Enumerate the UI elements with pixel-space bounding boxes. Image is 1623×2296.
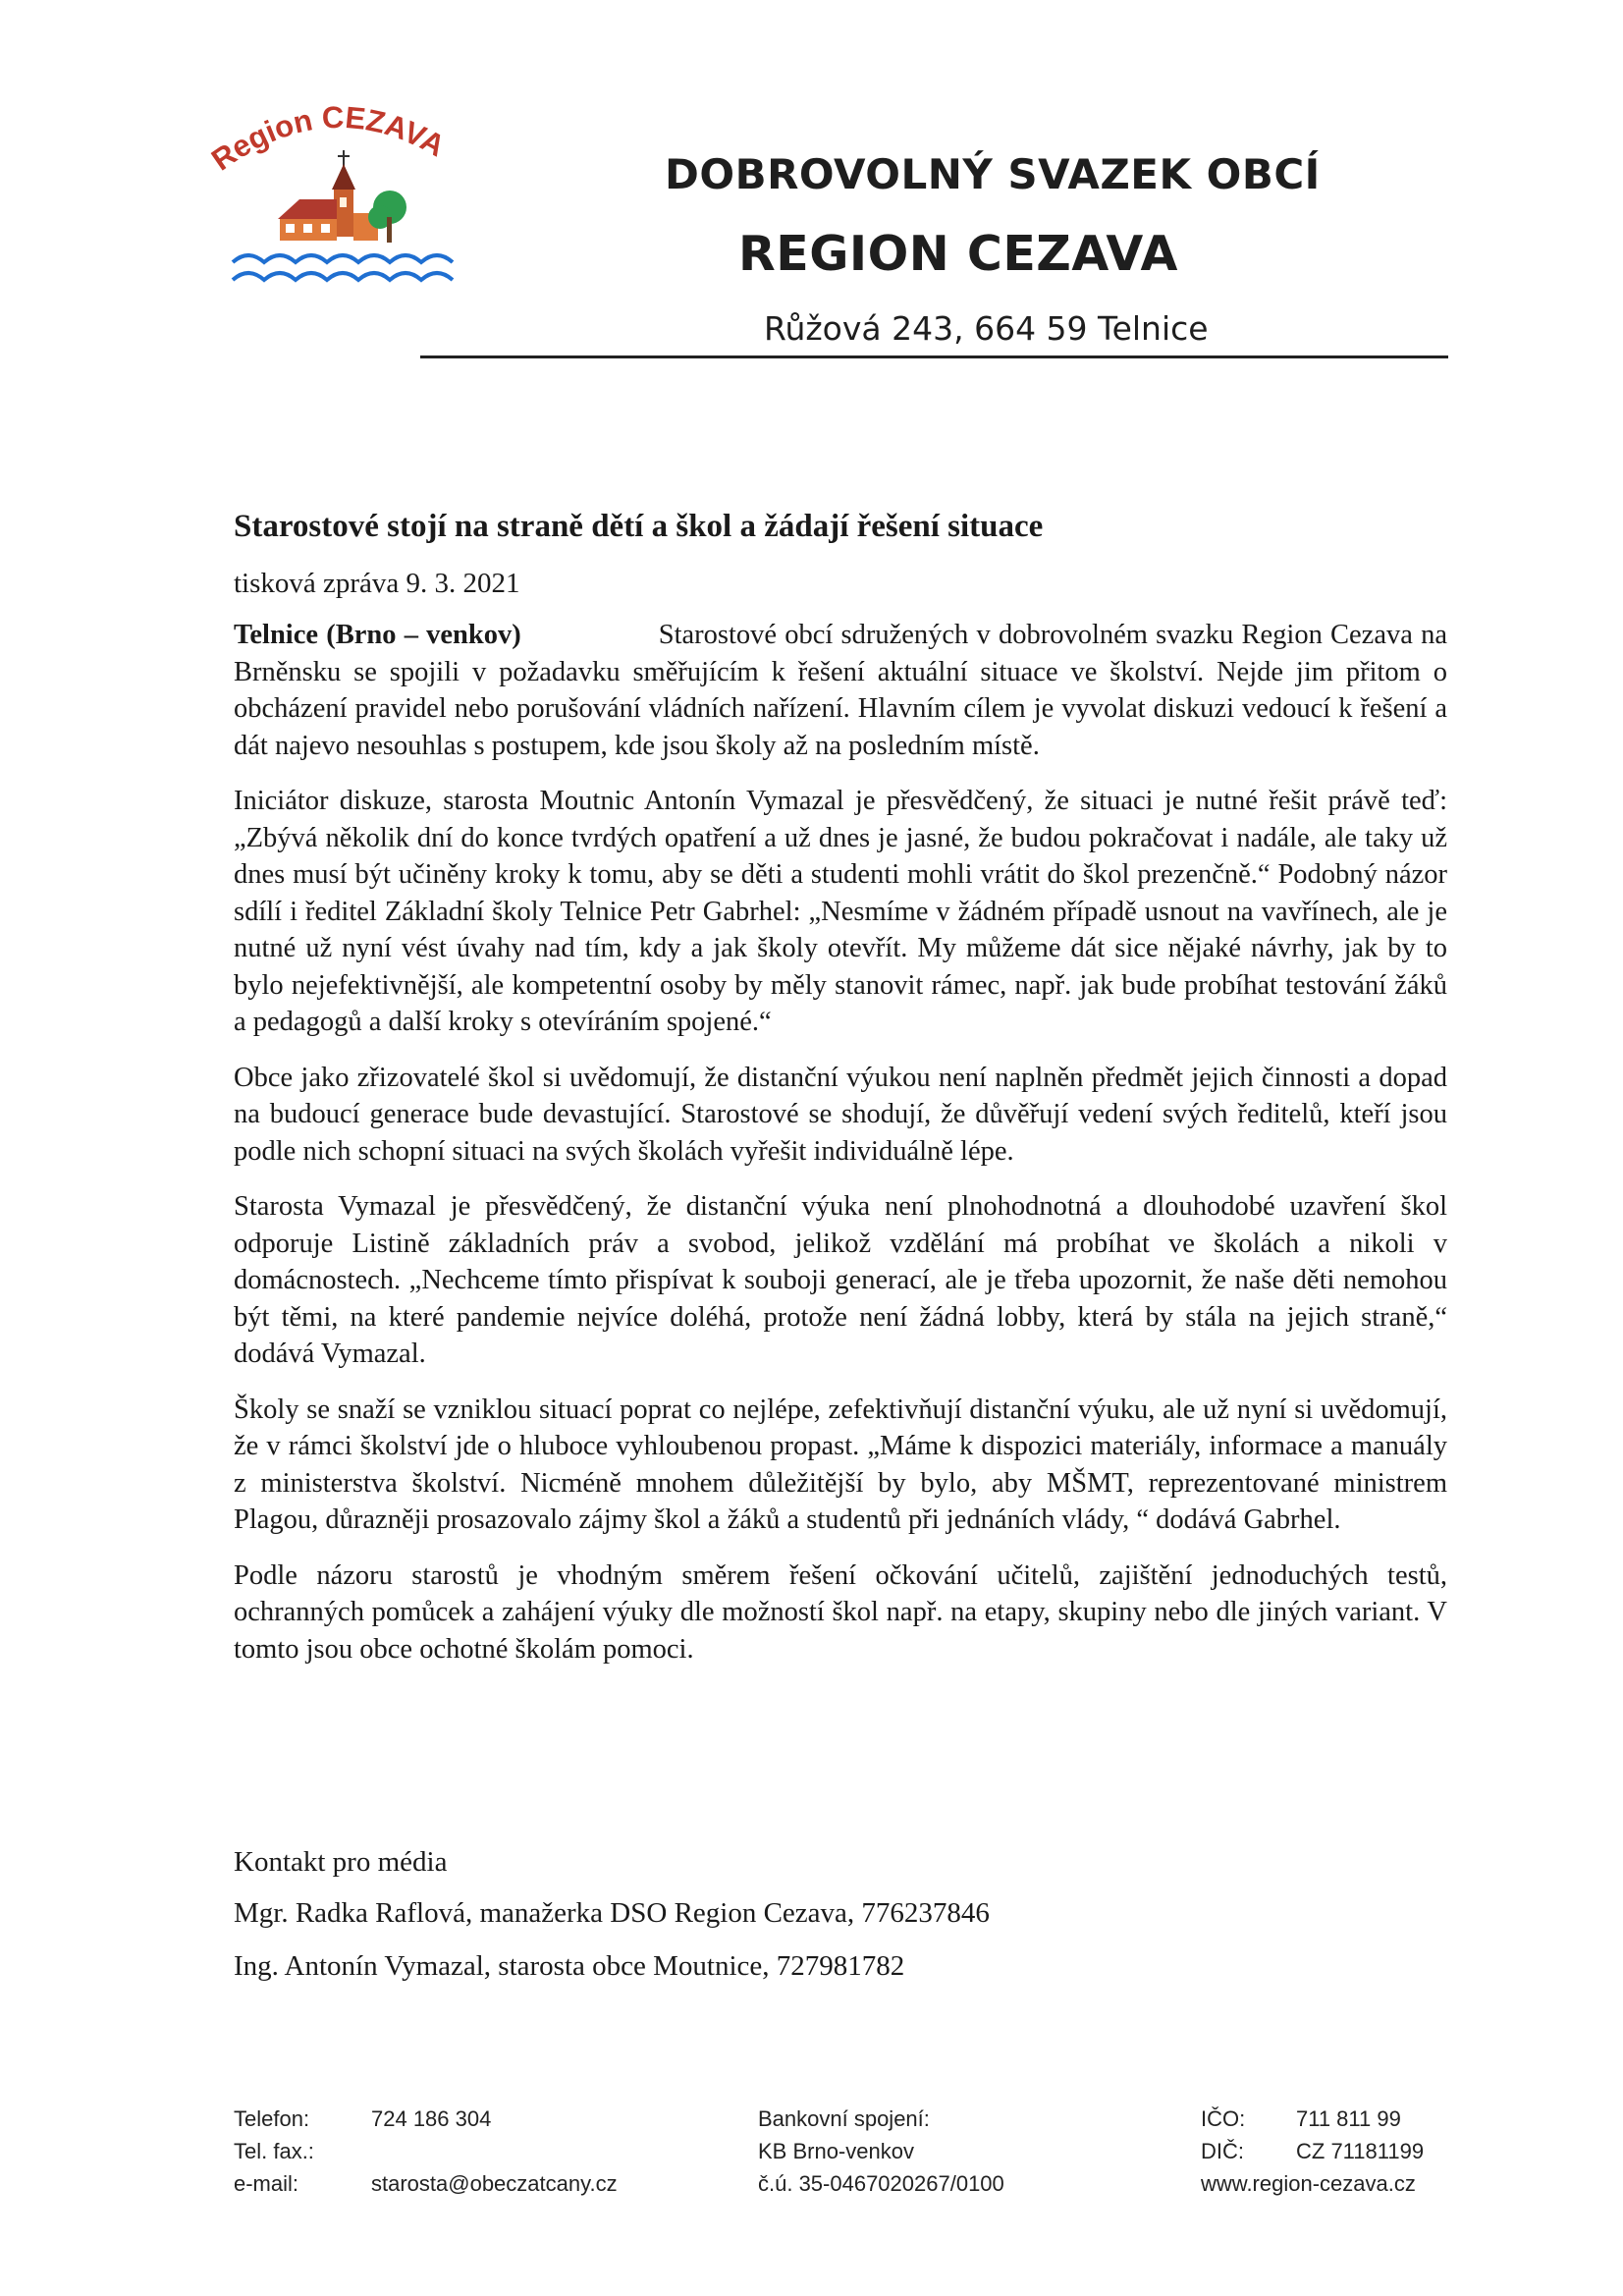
ico-value: 711 811 99 [1296, 2106, 1401, 2131]
paragraph-5: Školy se snaží se vzniklou situací poprat co nejlépe, zefektivňují distanční výuku, ale už nyní si uvědomují, že v rámci školství jde o hluboce vyhloubenou propast. „Máme k dispozici materiály, informace a manuály z ministerstva školství. Nicméně mnohem důležitější by bylo, aby MŠMT, reprezentované ministrem Plagou, důrazněji prosazovalo zájmy škol a žáků a studentů při jednáních vlády, “ dodává Gabrhel. [234, 1394, 1447, 1535]
logo-text: Region CEZAVA [205, 99, 451, 178]
media-contact-2: Ing. Antonín Vymazal, starosta obce Moutnice, 727981782 [234, 1950, 905, 1982]
dic-label: DIČ: [1201, 2139, 1244, 2163]
region-cezava-logo [201, 93, 481, 304]
lead-text: Starostové obcí sdružených v dobrovolném svazku Region Cezava na Brněnsku se spojili v požadavku směřujícím k řešení aktuální situace ve školství. Nejde jim přitom o obcházení pravidel nebo porušování vládních nařízení. Hlavním cílem je vyvolat diskuzi vedoucí k řešení a dát najevo nesouhlas s postupem, kde jsou školy až na posledním místě. [234, 620, 1447, 761]
website-link[interactable]: www.region-cezava.cz [1201, 2171, 1416, 2196]
press-release-date: tisková zpráva 9. 3. 2021 [234, 568, 520, 599]
footer-bank [758, 2103, 1004, 2200]
media-contact-heading: Kontakt pro média [234, 1846, 448, 1878]
dic-value: CZ 71181199 [1296, 2139, 1425, 2163]
paragraph-4: Starosta Vymazal je přesvědčený, že distanční výuka není plnohodnotná a dlouhodobé uzavření škol odporuje Listině základních práv a svobod, jelikož vzdělání má probíhat ve školách a nikoli v domácnostech. „Nechceme tímto přispívat k souboji generací, ale je třeba upozornit, že naše děti nemohou být těmi, na které pandemie nejvíce doléhá, protože není žádná lobby, která by stála na jejich straně,“ dodává Vymazal. [234, 1191, 1447, 1369]
org-type-heading: DOBROVOLNÝ SVAZEK OBCÍ [665, 150, 1321, 198]
place-label: Telnice (Brno – venkov) [234, 620, 521, 650]
phone-label: Telefon: [234, 2106, 310, 2131]
paragraph-2: Iniciátor diskuze, starosta Moutnic Antonín Vymazal je přesvědčený, že situaci je nutné řešit právě teď: „Zbývá několik dní do konce tvrdých opatření a už dnes je jasné, že budou pokračovat i nadále, ale taky už dnes musí být učiněny kroky k tomu, aby se děti a studenti mohli vrátit do škol prezenčně.“ Podobný názor sdílí i ředitel Základní školy Telnice Petr Gabrhel: „Nesmíme v žádném případě usnout na vavřínech, ale je nutné už nyní vést úvahy nad tím, kdy a jak školy otevřít. My můžeme dát sice nějaké návrhy, jak by to bylo nejefektivnější, ale kompetentní osoby by měly stanovit rámec, např. jak bude probíhat testování žáků a pedagogů a další kroky s otevíráním spojené.“ [234, 786, 1447, 1037]
org-address: Růžová 243, 664 59 Telnice [764, 309, 1209, 348]
footer-id-values [1296, 2103, 1424, 2167]
bank-label: Bankovní spojení: [758, 2106, 930, 2131]
email-label: e-mail: [234, 2171, 299, 2196]
fax-label: Tel. fax.: [234, 2139, 314, 2163]
ico-label: IČO: [1201, 2106, 1246, 2131]
bank-account: č.ú. 35-0467020267/0100 [758, 2171, 1004, 2196]
footer-values [371, 2103, 618, 2200]
paragraph-3: Obce jako zřizovatelé škol si uvědomují, že distanční výukou není naplněn předmět jejich činnosti a dopad na budoucí generace bude devastující. Starostové se shodují, že důvěřují vedení svých ředitelů, kteří jsou podle nich schopní situaci na svých školách vyřešit individuálně lépe. [234, 1062, 1447, 1167]
phone-number: 724 186 304 [371, 2106, 492, 2131]
svg-text:Region CEZAVA [205, 100, 451, 178]
press-release-title: Starostové stojí na straně dětí a škol a žádají řešení situace [234, 509, 1044, 544]
bank-name: KB Brno-venkov [758, 2139, 914, 2163]
footer-id-labels [1201, 2103, 1245, 2167]
footer-labels [234, 2103, 314, 2200]
press-release-body [234, 617, 1447, 1686]
org-name-heading: REGION CEZAVA [738, 226, 1178, 282]
header-divider [420, 355, 1448, 358]
media-contact-1: Mgr. Radka Raflová, manažerka DSO Region Cezava, 776237846 [234, 1897, 990, 1929]
lead-paragraph [234, 617, 1447, 764]
email-address[interactable]: starosta@obeczatcany.cz [371, 2171, 618, 2196]
paragraph-6: Podle názoru starostů je vhodným směrem řešení očkování učitelů, zajištění jednoduchých testů, ochranných pomůcek a zahájení výuky dle možností škol např. na etapy, skupiny nebo dle jiných variant. V tomto jsou obce ochotné školám pomoci. [234, 1559, 1447, 1665]
